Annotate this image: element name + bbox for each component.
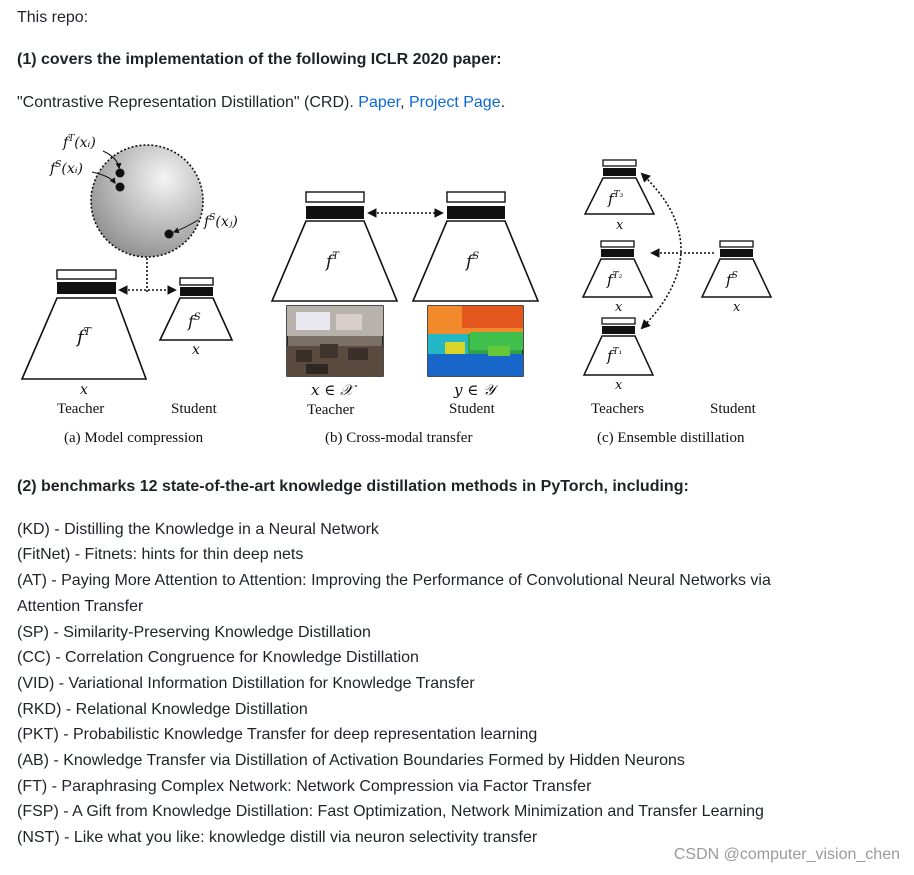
list-item-continuation: Attention Transfer — [17, 598, 144, 615]
student-x: x — [733, 300, 741, 315]
list-item: (RKD) - Relational Knowledge Distillation — [17, 701, 308, 718]
paper-citation — [17, 93, 505, 113]
student-feature-bar — [720, 249, 753, 257]
list-item: (FitNet) - Fitnets: hints for thin deep nets — [17, 546, 304, 563]
student-output-bar — [447, 192, 505, 202]
list-item: (VID) - Variational Information Distillation for Knowledge Transfer — [17, 675, 475, 692]
panel-a-teacher-label: Teacher — [57, 401, 105, 417]
section-1-heading: (1) covers the implementation of the following ICLR 2020 paper: — [17, 51, 502, 68]
teacher-output-bar — [306, 192, 364, 202]
teacher-t3-output-bar — [603, 160, 636, 166]
teacher-t3-x: x — [616, 218, 624, 233]
teacher-x-label: x — [80, 382, 88, 398]
intro-line: This repo: — [17, 9, 89, 26]
teacher-t2-feature-bar — [601, 249, 634, 257]
teacher-t1-output-bar — [602, 318, 635, 324]
panel-a-caption: (a) Model compression — [64, 430, 204, 446]
label-fT-xi: $f^T(xᵢ)$ — [63, 134, 96, 151]
teacher-t3-label: $f^{T_3}$ — [608, 190, 624, 208]
section-2-heading: (2) benchmarks 12 state-of-the-art knowledge distillation methods in PyTorch, including: — [17, 478, 689, 495]
list-item: (CC) - Correlation Congruence for Knowledge Distillation — [17, 649, 419, 666]
list-item: (NST) - Like what you like: knowledge distill via neuron selectivity transfer — [17, 829, 538, 846]
csdn-watermark: CSDN @computer_vision_chen — [673, 846, 900, 863]
label-fS-xi: $f^S(xᵢ)$ — [50, 160, 83, 177]
panel-c-ensemble — [583, 160, 771, 446]
point-fT-xi — [116, 169, 125, 178]
teacher-t2-output-bar — [601, 241, 634, 247]
teacher-t3-feature-bar — [603, 168, 636, 176]
paper-title: "Contrastive Representation Distillation" (CRD). — [17, 94, 354, 111]
crd-figure — [0, 128, 914, 458]
teacher-network — [22, 298, 146, 379]
point-fS-xj — [165, 230, 174, 239]
teacher-f-label: $f^T$ — [326, 251, 339, 272]
teacher-t1-label: $f^{T_1}$ — [607, 347, 623, 365]
panel-b-caption: (b) Cross-modal transfer — [325, 430, 473, 446]
panel-a-model-compression — [22, 134, 238, 446]
list-item: (FT) - Paraphrasing Complex Network: Network Compression via Factor Transfer — [17, 778, 592, 795]
teacher-t2-label: $f^{T_2}$ — [607, 271, 623, 289]
teacher-f-label: $f^T$ — [77, 325, 92, 348]
student-f-label: $f^S$ — [726, 271, 738, 289]
teacher-feature-bar — [57, 282, 116, 294]
embedding-sphere — [91, 145, 203, 257]
panel-c-caption: (c) Ensemble distillation — [597, 430, 745, 446]
comma: , — [400, 94, 405, 111]
panel-c-student-label: Student — [710, 401, 756, 417]
point-fS-xi — [116, 183, 125, 192]
list-item: (AB) - Knowledge Transfer via Distillation of Activation Boundaries Formed by Hidden Neurons — [17, 752, 685, 769]
student-output-bar — [180, 278, 213, 285]
list-item: (KD) - Distilling the Knowledge in a Neural Network — [17, 521, 379, 538]
teacher-t1-feature-bar — [602, 326, 635, 334]
student-feature-bar — [180, 287, 213, 296]
list-item: (FSP) - A Gift from Knowledge Distillation: Fast Optimization, Network Minimization and Transfer Learning — [17, 803, 764, 820]
teacher-output-bar — [57, 270, 116, 279]
depth-image — [428, 306, 523, 376]
student-feature-bar — [447, 206, 505, 219]
teacher-t1-x: x — [615, 378, 623, 393]
label-fS-xj: $f^S(xⱼ)$ — [204, 213, 238, 230]
teacher-feature-bar — [306, 206, 364, 219]
period: . — [500, 94, 506, 111]
panel-b-teacher-label: Teacher — [307, 402, 355, 418]
student-output-bar — [720, 241, 753, 247]
ensemble-arc-arrow — [642, 174, 681, 328]
teacher-t2-x: x — [615, 300, 623, 315]
list-item: (AT) - Paying More Attention to Attention: Improving the Performance of Convolutional Neural Networks via — [17, 572, 771, 589]
list-item: (PKT) - Probabilistic Knowledge Transfer for deep representation learning — [17, 726, 538, 743]
panel-a-student-label: Student — [171, 401, 217, 417]
student-f-label: $f^S$ — [466, 251, 480, 272]
y-domain-label: y ∈ 𝒴 — [454, 381, 495, 399]
rgb-image — [287, 306, 383, 376]
panel-c-teachers-label: Teachers — [591, 401, 645, 417]
paper-link[interactable]: Paper — [358, 94, 401, 111]
list-item: (SP) - Similarity-Preserving Knowledge Distillation — [17, 624, 371, 641]
student-x-label: x — [192, 342, 200, 358]
student-f-label: $f^S$ — [188, 312, 201, 331]
project-page-link[interactable]: Project Page — [408, 94, 501, 111]
panel-b-student-label: Student — [449, 401, 495, 417]
panel-b-cross-modal — [272, 192, 538, 446]
x-domain-label: x ∈ 𝒳 — [311, 381, 353, 399]
